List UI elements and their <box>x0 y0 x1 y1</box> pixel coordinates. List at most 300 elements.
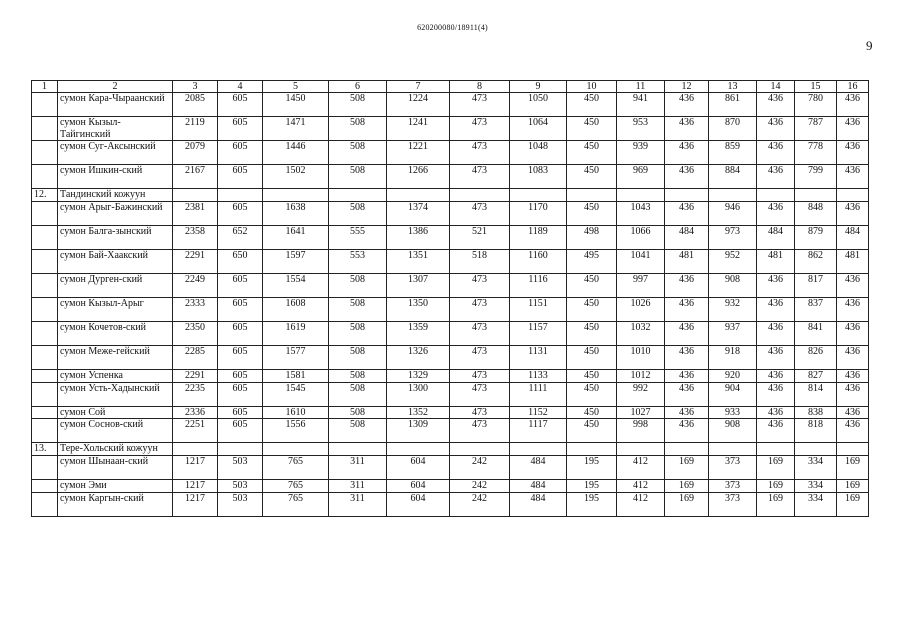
table-row <box>32 274 869 298</box>
value-cell: 604 <box>387 480 450 493</box>
value-cell: 169 <box>757 492 795 516</box>
value-cell: 195 <box>567 456 617 480</box>
value-cell: 473 <box>450 370 510 383</box>
value-cell: 1221 <box>387 141 450 165</box>
value-cell: 436 <box>665 346 709 370</box>
value-cell: 169 <box>665 480 709 493</box>
column-header: 11 <box>617 81 665 93</box>
row-index <box>32 250 58 274</box>
value-cell: 436 <box>837 141 869 165</box>
value-cell: 765 <box>263 480 329 493</box>
value-cell: 195 <box>567 492 617 516</box>
value-cell: 817 <box>795 274 837 298</box>
value-cell: 1329 <box>387 370 450 383</box>
value-cell: 1224 <box>387 93 450 117</box>
row-name: сумон Меже-гейский <box>58 346 173 370</box>
empty-cell <box>709 189 757 202</box>
value-cell: 498 <box>567 226 617 250</box>
value-cell: 436 <box>665 165 709 189</box>
value-cell: 2350 <box>173 322 218 346</box>
value-cell: 1066 <box>617 226 665 250</box>
section-name: Тандинский кожуун <box>58 189 173 202</box>
value-cell: 508 <box>329 117 387 141</box>
value-cell: 1217 <box>173 456 218 480</box>
value-cell: 436 <box>665 406 709 419</box>
row-index <box>32 202 58 226</box>
value-cell: 2167 <box>173 165 218 189</box>
value-cell: 605 <box>218 346 263 370</box>
value-cell: 861 <box>709 93 757 117</box>
value-cell: 436 <box>837 382 869 406</box>
value-cell: 450 <box>567 382 617 406</box>
value-cell: 436 <box>665 274 709 298</box>
empty-cell <box>567 443 617 456</box>
value-cell: 2251 <box>173 419 218 443</box>
table-row <box>32 202 869 226</box>
value-cell: 412 <box>617 492 665 516</box>
value-cell: 436 <box>837 117 869 141</box>
column-header: 10 <box>567 81 617 93</box>
row-index <box>32 226 58 250</box>
value-cell: 169 <box>757 480 795 493</box>
value-cell: 484 <box>837 226 869 250</box>
row-name: сумон Кызыл-Тайгинский <box>58 117 173 141</box>
value-cell: 495 <box>567 250 617 274</box>
value-cell: 508 <box>329 141 387 165</box>
value-cell: 503 <box>218 480 263 493</box>
value-cell: 436 <box>757 165 795 189</box>
value-cell: 799 <box>795 165 837 189</box>
empty-cell <box>387 189 450 202</box>
value-cell: 918 <box>709 346 757 370</box>
value-cell: 436 <box>837 93 869 117</box>
page-number: 9 <box>866 38 873 53</box>
table-row <box>32 141 869 165</box>
value-cell: 311 <box>329 480 387 493</box>
value-cell: 473 <box>450 93 510 117</box>
table-row <box>32 298 869 322</box>
value-cell: 841 <box>795 322 837 346</box>
value-cell: 826 <box>795 346 837 370</box>
value-cell: 1026 <box>617 298 665 322</box>
value-cell: 508 <box>329 406 387 419</box>
value-cell: 2085 <box>173 93 218 117</box>
value-cell: 827 <box>795 370 837 383</box>
value-cell: 555 <box>329 226 387 250</box>
column-header: 3 <box>173 81 218 93</box>
value-cell: 553 <box>329 250 387 274</box>
value-cell: 450 <box>567 117 617 141</box>
section-name: Тере-Хольский кожуун <box>58 443 173 456</box>
value-cell: 436 <box>757 419 795 443</box>
table-row <box>32 226 869 250</box>
value-cell: 473 <box>450 406 510 419</box>
value-cell: 169 <box>665 492 709 516</box>
value-cell: 436 <box>837 274 869 298</box>
value-cell: 1471 <box>263 117 329 141</box>
value-cell: 1170 <box>510 202 567 226</box>
value-cell: 973 <box>709 226 757 250</box>
row-index <box>32 370 58 383</box>
value-cell: 508 <box>329 382 387 406</box>
empty-cell <box>218 189 263 202</box>
value-cell: 484 <box>510 492 567 516</box>
table-row <box>32 346 869 370</box>
value-cell: 605 <box>218 165 263 189</box>
row-name: сумон Усть-Хадынский <box>58 382 173 406</box>
value-cell: 1010 <box>617 346 665 370</box>
section-index: 12. <box>32 189 58 202</box>
value-cell: 436 <box>757 382 795 406</box>
value-cell: 1502 <box>263 165 329 189</box>
value-cell: 436 <box>665 202 709 226</box>
value-cell: 1450 <box>263 93 329 117</box>
value-cell: 1032 <box>617 322 665 346</box>
value-cell: 1160 <box>510 250 567 274</box>
value-cell: 508 <box>329 298 387 322</box>
column-header: 7 <box>387 81 450 93</box>
value-cell: 508 <box>329 93 387 117</box>
empty-cell <box>795 443 837 456</box>
value-cell: 2285 <box>173 346 218 370</box>
empty-cell <box>665 189 709 202</box>
value-cell: 837 <box>795 298 837 322</box>
empty-cell <box>329 443 387 456</box>
column-header: 9 <box>510 81 567 93</box>
row-name: сумон Дурген-ский <box>58 274 173 298</box>
row-index <box>32 298 58 322</box>
empty-cell <box>387 443 450 456</box>
value-cell: 242 <box>450 480 510 493</box>
value-cell: 859 <box>709 141 757 165</box>
column-header: 12 <box>665 81 709 93</box>
value-cell: 604 <box>387 456 450 480</box>
value-cell: 1050 <box>510 93 567 117</box>
value-cell: 650 <box>218 250 263 274</box>
value-cell: 1326 <box>387 346 450 370</box>
value-cell: 508 <box>329 165 387 189</box>
value-cell: 1217 <box>173 492 218 516</box>
row-index <box>32 419 58 443</box>
empty-cell <box>510 443 567 456</box>
value-cell: 838 <box>795 406 837 419</box>
value-cell: 373 <box>709 480 757 493</box>
value-cell: 436 <box>757 141 795 165</box>
value-cell: 765 <box>263 456 329 480</box>
empty-cell <box>510 189 567 202</box>
value-cell: 436 <box>757 322 795 346</box>
value-cell: 1545 <box>263 382 329 406</box>
empty-cell <box>567 189 617 202</box>
value-cell: 1577 <box>263 346 329 370</box>
row-index <box>32 492 58 516</box>
table-row <box>32 419 869 443</box>
value-cell: 436 <box>665 419 709 443</box>
value-cell: 818 <box>795 419 837 443</box>
empty-cell <box>795 189 837 202</box>
value-cell: 1027 <box>617 406 665 419</box>
row-index <box>32 93 58 117</box>
empty-cell <box>665 443 709 456</box>
value-cell: 436 <box>837 202 869 226</box>
value-cell: 484 <box>510 456 567 480</box>
value-cell: 195 <box>567 480 617 493</box>
value-cell: 242 <box>450 456 510 480</box>
value-cell: 1151 <box>510 298 567 322</box>
value-cell: 436 <box>665 298 709 322</box>
value-cell: 412 <box>617 480 665 493</box>
value-cell: 436 <box>837 322 869 346</box>
value-cell: 1359 <box>387 322 450 346</box>
empty-cell <box>837 189 869 202</box>
value-cell: 992 <box>617 382 665 406</box>
row-name: сумон Кочетов-ский <box>58 322 173 346</box>
value-cell: 1300 <box>387 382 450 406</box>
value-cell: 508 <box>329 202 387 226</box>
value-cell: 450 <box>567 346 617 370</box>
value-cell: 436 <box>837 370 869 383</box>
value-cell: 450 <box>567 93 617 117</box>
value-cell: 1043 <box>617 202 665 226</box>
value-cell: 169 <box>837 456 869 480</box>
value-cell: 473 <box>450 202 510 226</box>
value-cell: 1446 <box>263 141 329 165</box>
value-cell: 1152 <box>510 406 567 419</box>
row-name: сумон Суг-Аксынский <box>58 141 173 165</box>
table-row <box>32 480 869 493</box>
value-cell: 1608 <box>263 298 329 322</box>
value-cell: 169 <box>757 456 795 480</box>
value-cell: 605 <box>218 117 263 141</box>
value-cell: 436 <box>837 406 869 419</box>
row-index <box>32 274 58 298</box>
value-cell: 311 <box>329 456 387 480</box>
value-cell: 334 <box>795 492 837 516</box>
empty-cell <box>837 443 869 456</box>
empty-cell <box>173 443 218 456</box>
row-name: сумон Успенка <box>58 370 173 383</box>
value-cell: 1111 <box>510 382 567 406</box>
value-cell: 473 <box>450 274 510 298</box>
value-cell: 1350 <box>387 298 450 322</box>
value-cell: 932 <box>709 298 757 322</box>
value-cell: 1307 <box>387 274 450 298</box>
value-cell: 373 <box>709 492 757 516</box>
value-cell: 503 <box>218 456 263 480</box>
value-cell: 373 <box>709 456 757 480</box>
value-cell: 473 <box>450 346 510 370</box>
value-cell: 2358 <box>173 226 218 250</box>
value-cell: 1241 <box>387 117 450 141</box>
data-table <box>31 80 869 517</box>
row-name: сумон Кызыл-Арыг <box>58 298 173 322</box>
value-cell: 473 <box>450 322 510 346</box>
value-cell: 1554 <box>263 274 329 298</box>
value-cell: 2079 <box>173 141 218 165</box>
table-row <box>32 370 869 383</box>
value-cell: 605 <box>218 298 263 322</box>
value-cell: 862 <box>795 250 837 274</box>
value-cell: 1581 <box>263 370 329 383</box>
value-cell: 481 <box>665 250 709 274</box>
value-cell: 450 <box>567 165 617 189</box>
value-cell: 908 <box>709 419 757 443</box>
value-cell: 436 <box>837 165 869 189</box>
row-name: сумон Шынаан-ский <box>58 456 173 480</box>
value-cell: 1386 <box>387 226 450 250</box>
row-name: сумон Арыг-Бажинский <box>58 202 173 226</box>
empty-cell <box>617 443 665 456</box>
value-cell: 1116 <box>510 274 567 298</box>
value-cell: 481 <box>837 250 869 274</box>
value-cell: 169 <box>665 456 709 480</box>
value-cell: 450 <box>567 141 617 165</box>
value-cell: 937 <box>709 322 757 346</box>
value-cell: 473 <box>450 165 510 189</box>
value-cell: 450 <box>567 202 617 226</box>
value-cell: 908 <box>709 274 757 298</box>
value-cell: 508 <box>329 322 387 346</box>
value-cell: 1641 <box>263 226 329 250</box>
value-cell: 814 <box>795 382 837 406</box>
value-cell: 481 <box>757 250 795 274</box>
column-header: 13 <box>709 81 757 93</box>
value-cell: 436 <box>837 346 869 370</box>
value-cell: 2291 <box>173 250 218 274</box>
value-cell: 2336 <box>173 406 218 419</box>
empty-cell <box>218 443 263 456</box>
empty-cell <box>263 443 329 456</box>
table-row <box>32 165 869 189</box>
value-cell: 436 <box>665 382 709 406</box>
value-cell: 473 <box>450 382 510 406</box>
empty-cell <box>757 189 795 202</box>
value-cell: 765 <box>263 492 329 516</box>
value-cell: 508 <box>329 346 387 370</box>
value-cell: 311 <box>329 492 387 516</box>
row-name: сумон Кара-Чыраанский <box>58 93 173 117</box>
row-name: сумон Ишкин-ский <box>58 165 173 189</box>
value-cell: 1012 <box>617 370 665 383</box>
value-cell: 787 <box>795 117 837 141</box>
value-cell: 1309 <box>387 419 450 443</box>
table-row <box>32 382 869 406</box>
value-cell: 933 <box>709 406 757 419</box>
column-header: 15 <box>795 81 837 93</box>
value-cell: 780 <box>795 93 837 117</box>
document-id: 620200080/18911(4) <box>417 23 488 32</box>
value-cell: 2333 <box>173 298 218 322</box>
value-cell: 1083 <box>510 165 567 189</box>
row-name: сумон Балга-зынский <box>58 226 173 250</box>
value-cell: 521 <box>450 226 510 250</box>
value-cell: 508 <box>329 419 387 443</box>
row-name: сумон Бай-Хаакский <box>58 250 173 274</box>
value-cell: 2381 <box>173 202 218 226</box>
value-cell: 1352 <box>387 406 450 419</box>
value-cell: 334 <box>795 480 837 493</box>
table-row <box>32 93 869 117</box>
empty-cell <box>329 189 387 202</box>
empty-cell <box>617 189 665 202</box>
value-cell: 848 <box>795 202 837 226</box>
row-index <box>32 322 58 346</box>
value-cell: 870 <box>709 117 757 141</box>
row-index <box>32 480 58 493</box>
value-cell: 436 <box>757 202 795 226</box>
value-cell: 605 <box>218 370 263 383</box>
value-cell: 169 <box>837 492 869 516</box>
row-index <box>32 141 58 165</box>
value-cell: 436 <box>757 274 795 298</box>
value-cell: 1610 <box>263 406 329 419</box>
value-cell: 436 <box>665 370 709 383</box>
value-cell: 605 <box>218 419 263 443</box>
value-cell: 604 <box>387 492 450 516</box>
value-cell: 652 <box>218 226 263 250</box>
value-cell: 436 <box>757 346 795 370</box>
value-cell: 997 <box>617 274 665 298</box>
header-row <box>32 81 869 93</box>
value-cell: 605 <box>218 93 263 117</box>
value-cell: 473 <box>450 117 510 141</box>
value-cell: 436 <box>757 117 795 141</box>
value-cell: 450 <box>567 419 617 443</box>
value-cell: 2249 <box>173 274 218 298</box>
value-cell: 436 <box>665 93 709 117</box>
value-cell: 605 <box>218 202 263 226</box>
table-row <box>32 322 869 346</box>
row-index <box>32 165 58 189</box>
value-cell: 605 <box>218 141 263 165</box>
value-cell: 450 <box>567 370 617 383</box>
value-cell: 473 <box>450 298 510 322</box>
value-cell: 436 <box>757 298 795 322</box>
value-cell: 1351 <box>387 250 450 274</box>
empty-cell <box>450 189 510 202</box>
column-header: 16 <box>837 81 869 93</box>
value-cell: 904 <box>709 382 757 406</box>
row-index <box>32 346 58 370</box>
value-cell: 450 <box>567 406 617 419</box>
value-cell: 605 <box>218 274 263 298</box>
value-cell: 484 <box>665 226 709 250</box>
value-cell: 1117 <box>510 419 567 443</box>
value-cell: 952 <box>709 250 757 274</box>
value-cell: 1131 <box>510 346 567 370</box>
value-cell: 1374 <box>387 202 450 226</box>
column-header: 6 <box>329 81 387 93</box>
value-cell: 1266 <box>387 165 450 189</box>
section-row <box>32 443 869 456</box>
value-cell: 1157 <box>510 322 567 346</box>
value-cell: 1619 <box>263 322 329 346</box>
value-cell: 953 <box>617 117 665 141</box>
row-index <box>32 456 58 480</box>
empty-cell <box>709 443 757 456</box>
value-cell: 450 <box>567 298 617 322</box>
value-cell: 946 <box>709 202 757 226</box>
value-cell: 1048 <box>510 141 567 165</box>
value-cell: 998 <box>617 419 665 443</box>
value-cell: 941 <box>617 93 665 117</box>
value-cell: 436 <box>665 117 709 141</box>
value-cell: 450 <box>567 322 617 346</box>
value-cell: 2291 <box>173 370 218 383</box>
section-index: 13. <box>32 443 58 456</box>
table-row <box>32 250 869 274</box>
value-cell: 518 <box>450 250 510 274</box>
